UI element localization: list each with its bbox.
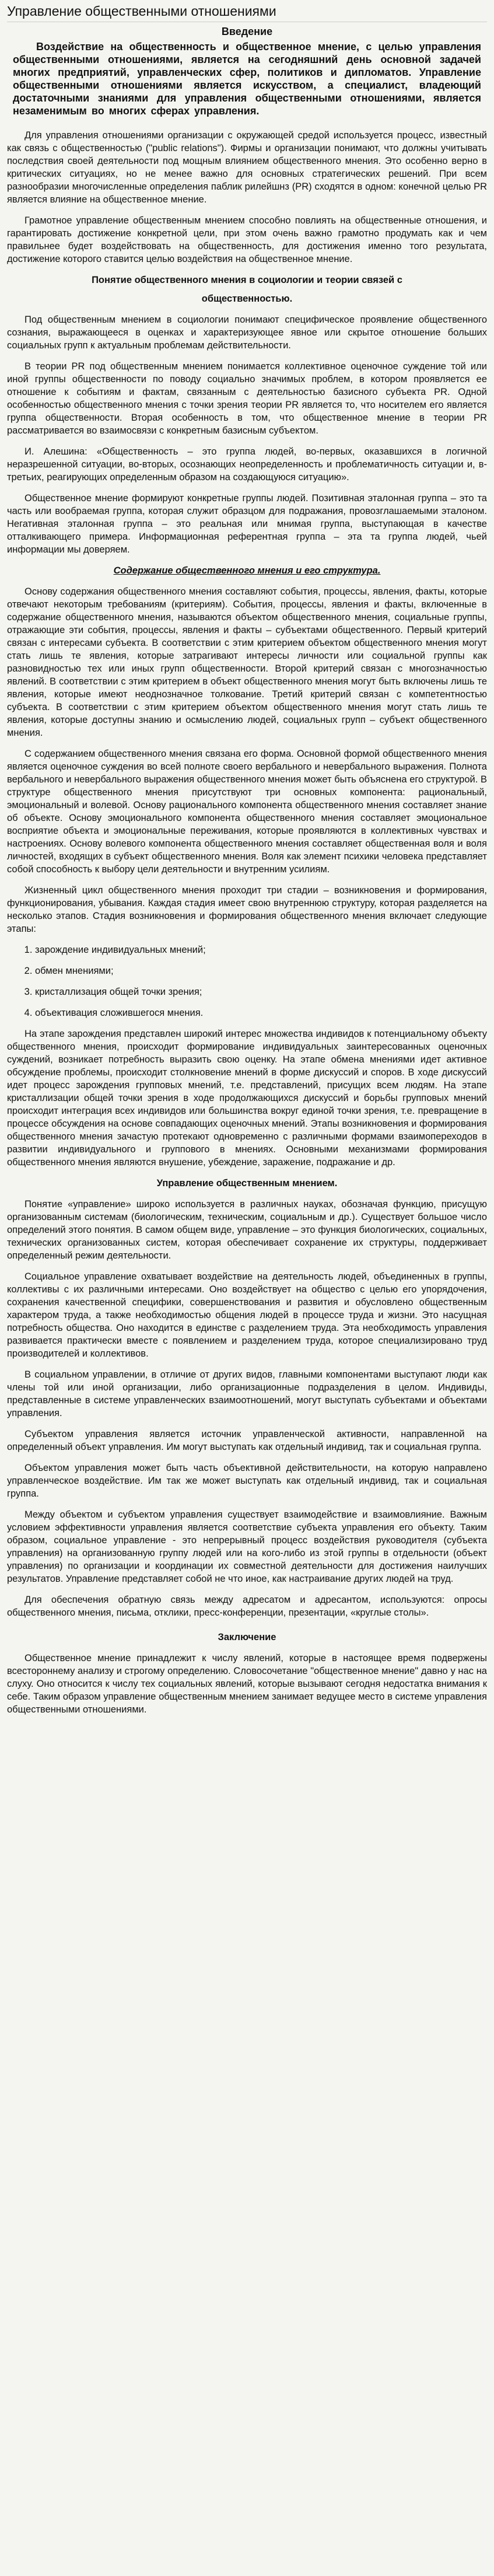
section2-heading: Содержание общественного мнения и его структура.: [113, 565, 381, 576]
paragraph: Для обеспечения обратную связь между адресатом и адресантом, используются: опросы общественного мнения, письма, отклики, пресс-конференции, презентации, «круглые столы».: [7, 1595, 487, 1618]
paragraph: Общественное мнение принадлежит к числу явлений, которые в настоящее время подвержены всестороннему анализу и строгому определению. Словосочетание "общественное мнение" давно у нас на слуху. Оно относится к числу тех социальных явлений, которые вызывают сегодня недостатка внимания к себе. Таким образом управление общественным мнением занимает ведущее место в системе управления общественными отношениями.: [7, 1653, 487, 1715]
paragraph: В теории PR под общественным мнением понимается коллективное оценочное суждение той или иной группы общественности по поводу социально значимых проблем, в котором проявляется ее отношение к событиям и фактам, связанным с деятельностью базисного субъекта PR. Одной особенностью общественного мнения с точки зрения теории PR является то, что носителем его является группа общественности. Вторая особенность в том, что общественное мнение в теории PR рассматривается во взаимосвязи с конкретным базисным субъектом.: [7, 361, 487, 436]
page-title: Управление общественными отношениями: [7, 4, 487, 22]
paragraph: Общественное мнение формируют конкретные группы людей. Позитивная эталонная группа – это та часть или вообраемая группа, которая служит образцом для подражания, провозглашаемыми эталоном. Негативная эталонная группа – это реальная или мнимая группа, выступающая в качестве отталкивающего примера. Информационная референтная группа – эта та группа людей, чьей информации мы доверяем.: [7, 493, 487, 555]
paragraph: Грамотное управление общественным мнением способно повлиять на общественные отношения, и гарантировать достижение конкретной цели, при этом очень важно грамотно продумать как и чем правильнее будет воздействовать на общественность, для достижения именно того результата, достижение которого ставится целью воздействия на общественное мнение.: [7, 215, 487, 264]
section1-heading-line2: общественностью.: [201, 293, 293, 304]
paragraph: Между объектом и субъектом управления существует взаимодействие и взаимовлияние. Важным условием эффективности управления является соответствие субъекта управления его объекту. Таким образом, социальное управление - это непрерывный процесс воздействия руководителя (субъекта управления) на организованную группу людей или на кого-либо из этой группы в отдельности (объект управления) по организации и координации их совместной деятельности для достижения наилучших результатов. Управление представляет собой не что иное, как настраивание других людей на труд.: [7, 1509, 487, 1584]
paragraph: Социальное управление охватывает воздействие на деятельность людей, объединенных в группы, коллективы с их различными интересами. Оно воздействует на общество с целью его упорядочения, сохранения качественной специфики, совершенствования и развития и обусловлено общественным характером труда, а также необходимостью общения людей в процессе труда и жизни. Это насущная потребность общества. Оно находится в единстве с разделением труда. Эта необходимость управления развивается практически вместе с появлением и разделением труда, которое специализировано труд производителей и коллективов.: [7, 1271, 487, 1359]
intro-heading: Введение: [221, 26, 273, 37]
paragraph: Жизненный цикл общественного мнения проходит три стадии – возникновения и формирования, функционирования, убывания. Каждая стадия имеет свою внутреннюю структуру, которая разделяется на несколько этапов. Стадия возникновения и формирования общественного мнения включает следующие этапы:: [7, 885, 487, 934]
stages-list: [23, 943, 487, 1019]
paragraph: С содержанием общественного мнения связана его форма. Основной формой общественного мнения является оценочное суждения во всей полноте своего вербального и невербального выражения. Полнота вербального и невербального выражения общественного мнения может быть объяснена его структурой. В структуре общественного мнения присутствуют три основных компонента: рациональный, эмоциональный и волевой. Основу рационального компонента общественного мнения составляет знание об объекте. Основу эмоционального компонента общественного мнения составляет эмоциональное восприятие объекта и эмоциональные переживания, которые проявляются в коллективных чувствах и настроениях. Основу волевого компонента общественного мнения составляет общественная воля и воля личностей, входящих в субъект общественного мнения. Воля как элемент психики человека представляет собой способность к выбору цели деятельности и внутренним усилиям.: [7, 749, 487, 875]
intro-lead: Воздействие на общественность и общественное мнение, с целью управления общественными отношениями, является на сегодняшний день основной задачей многих предприятий, управленческих сфер, политиков и дипломатов. Управление общественными отношениями является искусством, а специалист, владеющий достаточными знаниями для управления общественными отношениями, является незаменимым во многих сферах управления.: [13, 41, 481, 117]
paragraph: Субъектом управления является источник управленческой активности, направленной на определенный объект управления. Им могут выступать как отдельный индивид, так и социальная группа.: [7, 1429, 487, 1452]
list-item: 2. обмен мнениями;: [35, 964, 487, 977]
section3-heading: Управление общественным мнением.: [156, 1178, 338, 1189]
paragraph: Для управления отношениями организации с окружающей средой используется процесс, известный как связь с общественностью ("public relations"). Фирмы и организации понимают, что должны учитывать последствия своей деятельности под мощным влиянием общественного мнения. Это особенно верно в критических ситуациях, но не менее важно для основных стратегических решений. При всем разнообразии многочисленные определения паблик рилейшнз (PR) сходятся в одном: конечной целью PR является влияние на общественное мнение.: [7, 130, 487, 205]
paragraph: Объектом управления может быть часть объективной действительности, на которую направлено управленческое воздействие. Им так же может выступать как отдельный индивид, так и социальная группа.: [7, 1463, 487, 1499]
list-item: 3. кристаллизация общей точки зрения;: [35, 985, 487, 998]
conclusion-heading: Заключение: [218, 1632, 276, 1642]
paragraph: На этапе зарождения представлен широкий интерес множества индивидов к потенциальному объекту общественного мнения, происходит формирование индивидуальных заинтересованных оценочных суждений, возникает потребность выразить свою оценку. На этапе обмена мнениями идет активное обсуждение проблемы, происходит столкновение мнений в форме дискуссий и споров. В ходе дискуссий идет процесс зарождения групповых мнений, т.е. представлений, присущих всем людям. На этапе кристаллизации общей точки зрения в ходе продолжающихся дискуссий и борьбы групповых мнений происходит интеграция всех индивидов или большинства вокруг единой точки зрения, т.е. превращение в процессе обсуждения на основе совпадающих оценочных мнений. Этапы возникновения и формирования общественного мнения зачастую протекают одновременно с различными формами взаимопереходов в развитии индивидуального и группового в мнениях. Основными механизмами формирования общественного мнения являются внушение, убеждение, заражение, подражание и др.: [7, 1029, 487, 1168]
paragraph: Понятие «управление» широко используется в различных науках, обозначая функцию, присущую организованным системам (биологическим, техническим, социальным и др.). Существует большое число определений этого понятия. В самом общем виде, управление – это функция биологических, социальных, технических организованных систем, которая обеспечивает сохранение их структуры, поддерживает определенный режим деятельности.: [7, 1199, 487, 1261]
paragraph: И. Алешина: «Общественность – это группа людей, во-первых, оказавшихся в логичной неразрешенной ситуации, во-вторых, осознающих неопределенность и проблематичность ситуации и, в-третьих, реагирующих определенным образом на создающуюся ситуацию».: [7, 446, 487, 483]
list-item: 4. объективация сложившегося мнения.: [35, 1006, 487, 1019]
section1-heading: [7, 274, 487, 305]
list-item: 1. зарождение индивидуальных мнений;: [35, 943, 487, 956]
paragraph: Под общественным мнением в социологии понимают специфическое проявление общественного сознания, выражающееся в оценках и характеризующее явное или скрытое отношение больших социальных групп к актуальным проблемам действительности.: [7, 314, 487, 351]
paragraph: Основу содержания общественного мнения составляют события, процессы, явления, факты, которые отвечают некоторым требованиям (критериям). События, процессы, явления и факты, включенные в содержание общественного мнения, называются объектом общественного мнения, социальные группы, отражающие эти события, процессы, явления и факты – субъектами общественного. Первый критерий связан с интересами субъекта. В соответствии с этим критерием объектом общественного мнения могут стать лишь те явления, которые затрагивают интересы личности или социальной группы как разновидностью тех или иных групп общественности. Второй критерий связан с многозначностью явлений. В соответствии с этим критерием в объект общественного мнения могут быть включены лишь те явления, которые имеют неоднозначное толкование. Третий критерий связан с компетентностью субъекта. В соответствии с этим критерием объектом общественного мнения могут стать лишь те явления, которые доступны знанию и осмыслению людей, социальных групп – субъект общественного мнения.: [7, 586, 487, 738]
paragraph: В социальном управлении, в отличие от других видов, главными компонентами выступают люди как члены той или иной организации, либо организационные подразделения в целом. Индивиды, представленные в системе управленческих взаимоотношений, могут выступать субъектами и объектами управления.: [7, 1369, 487, 1418]
section1-heading-line1: Понятие общественного мнения в социологии и теории связей с: [92, 275, 402, 285]
